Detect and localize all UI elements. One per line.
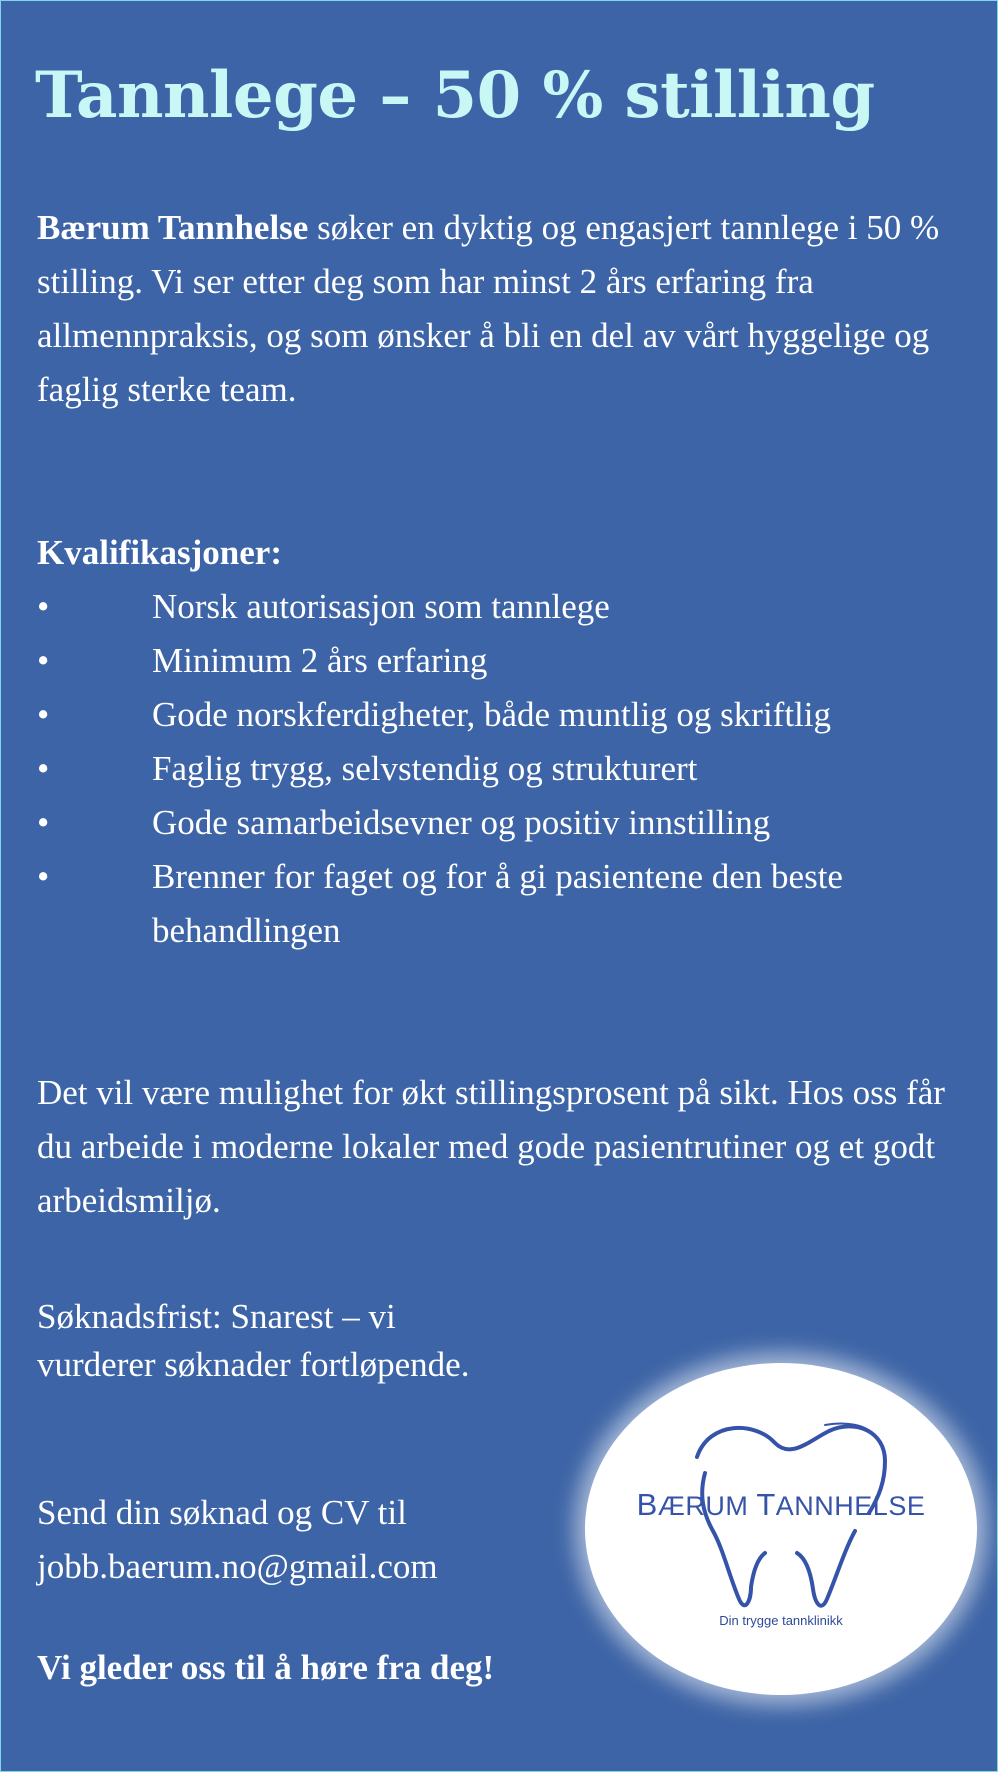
logo-tagline: Din trygge tannklinikk [719, 1613, 843, 1628]
qualifications-heading: Kvalifikasjoner: [37, 533, 282, 572]
list-item-text: Faglig trygg, selvstendig og strukturert [152, 749, 698, 788]
bullet-icon: • [37, 641, 50, 680]
list-item [37, 634, 967, 688]
bullet-icon: • [37, 803, 50, 842]
list-item [37, 580, 967, 634]
contact-text: Send din søknad og CV til [37, 1493, 407, 1532]
deadline-paragraph: Søknadsfrist: Snarest – vi vurderer søknader fortløpende. [37, 1297, 470, 1384]
contact-paragraph [37, 1486, 637, 1594]
bullet-icon: • [37, 587, 50, 626]
tooth-icon [585, 1363, 977, 1695]
closing-line: Vi gleder oss til å høre fra deg! [37, 1648, 495, 1687]
page-title: Tannlege – 50 % stilling [35, 58, 875, 133]
logo-initial: B [636, 1487, 658, 1522]
logo-word: ÆRUM [657, 1491, 749, 1521]
list-item-text: Gode samarbeidsevner og positiv innstilling [152, 803, 771, 842]
list-item-text: Norsk autorisasjon som tannlege [152, 587, 610, 626]
company-logo [585, 1363, 977, 1695]
list-item [37, 742, 967, 796]
list-item [37, 688, 967, 742]
bullet-icon: • [37, 857, 50, 896]
list-item [37, 796, 967, 850]
list-item [37, 850, 967, 958]
logo-initial: T [756, 1487, 776, 1522]
bullet-icon: • [37, 749, 50, 788]
list-item-text: Gode norskferdigheter, både muntlig og skriftlig [152, 695, 831, 734]
contact-email[interactable]: jobb.baerum.no@gmail.com [37, 1547, 438, 1586]
intro-text: søker en dyktig og engasjert tannlege i 50 % stilling. Vi ser etter deg som har minst 2 års erfaring fra allmennpraksis, og som ønsker å bli en del av vårt hyggelige og faglig sterke team. [37, 208, 940, 409]
logo-word: ANNHELSE [775, 1491, 926, 1521]
more-info-paragraph: Det vil være mulighet for økt stillingsprosent på sikt. Hos oss får du arbeide i moderne lokaler med gode pasientrutiner og et godt arbeidsmiljø. [37, 1073, 945, 1220]
logo-name [585, 1487, 977, 1523]
list-item-text: Brenner for faget og for å gi pasientene den beste behandlingen [152, 857, 843, 950]
company-name: Bærum Tannhelse [37, 208, 309, 247]
intro-paragraph [37, 201, 967, 417]
list-item-text: Minimum 2 års erfaring [152, 641, 488, 680]
bullet-icon: • [37, 695, 50, 734]
qualifications-list [37, 580, 967, 958]
